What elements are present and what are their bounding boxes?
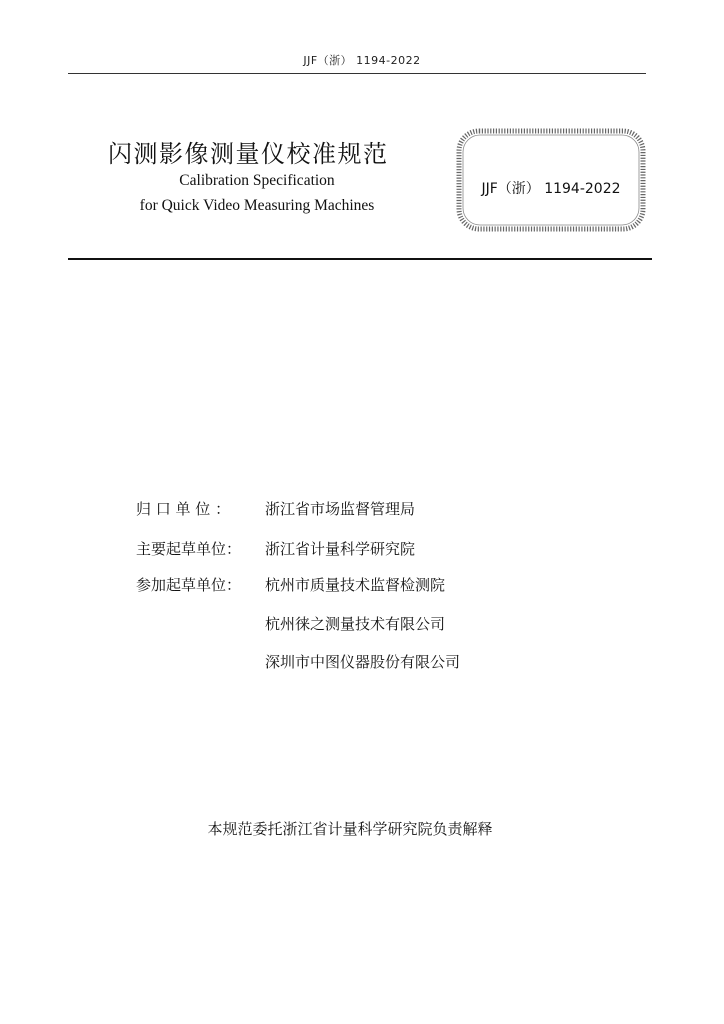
- org-value-main-drafter: 浙江省计量科学研究院: [265, 540, 416, 558]
- main-rule: [68, 258, 652, 260]
- org-label-main-drafter: 主要起草单位：: [136, 540, 242, 558]
- footer-note: 本规范委托浙江省计量科学研究院负责解释: [207, 820, 493, 838]
- org-label-responsible: 归 口 单 位 ：: [136, 500, 231, 518]
- org-label-participants: 参加起草单位：: [136, 576, 242, 594]
- code-box-text: JJF（浙） 1194-2022: [481, 181, 621, 197]
- header-rule: [68, 73, 646, 74]
- code-box: [456, 128, 646, 232]
- org-value-participant-1: 杭州市质量技术监督检测院: [265, 576, 446, 594]
- title-en-line1: Calibration Specification: [179, 172, 335, 189]
- org-value-participant-2: 杭州徕之测量技术有限公司: [265, 615, 446, 633]
- document-title-zh: 闪测影像测量仪校准规范: [108, 140, 389, 168]
- org-value-responsible: 浙江省市场监督管理局: [265, 500, 416, 518]
- header-code: JJF（浙） 1194-2022: [303, 54, 421, 67]
- title-en-line2: for Quick Video Measuring Machines: [139, 197, 375, 214]
- document-title-en: [112, 168, 402, 218]
- org-value-participant-3: 深圳市中图仪器股份有限公司: [265, 653, 461, 671]
